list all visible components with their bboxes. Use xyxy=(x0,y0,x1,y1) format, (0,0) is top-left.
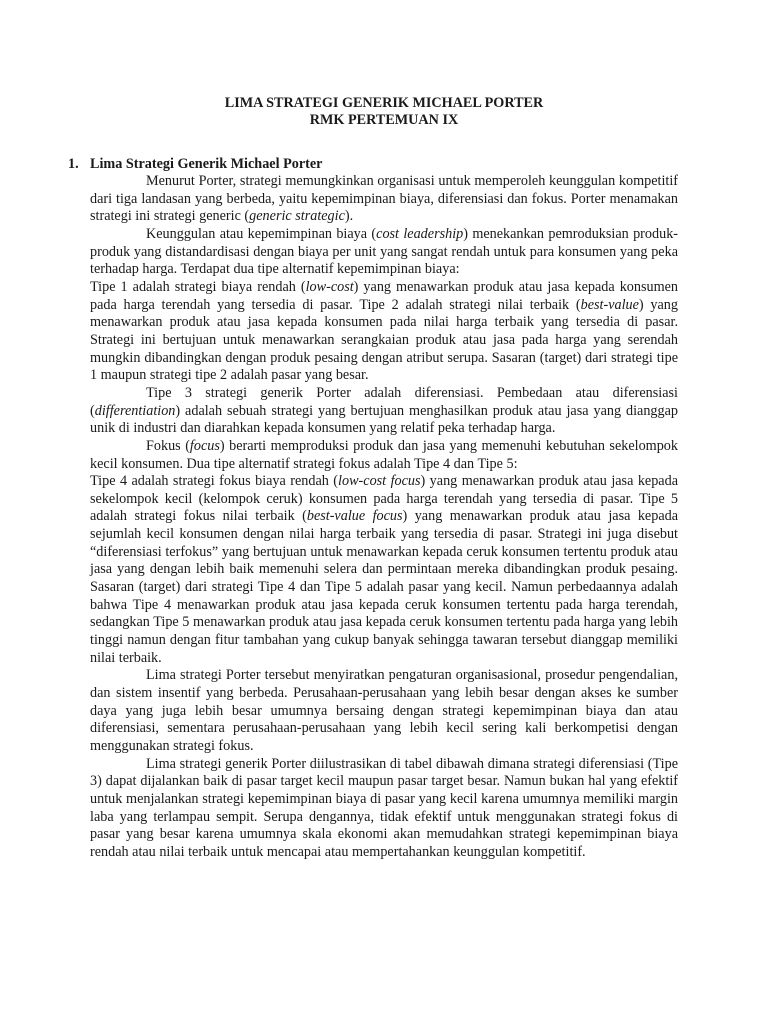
italic-term: low-cost xyxy=(305,278,354,295)
body-paragraph xyxy=(90,756,678,862)
italic-term: best-value xyxy=(580,296,639,313)
italic-term: cost leadership xyxy=(376,225,464,242)
text-run: Menurut Porter, strategi memungkinkan organisasi untuk memperoleh keunggulan kompetitif dari tiga landasan yang berbeda, yaitu kepemimpinan biaya, diferensiasi dan fokus. Porter menamakan strategi ini strategi generic ( xyxy=(90,173,678,225)
text-run: ) yang menawarkan produk atau jasa kepada sekelompok kecil (kelompok ceruk) konsumen pada harga terendah yang tersedia di pasar. Tipe 5 adalah strategi fokus nilai terbaik ( xyxy=(90,473,678,525)
italic-term: best-value focus xyxy=(306,508,403,525)
text-run: Lima strategi Porter tersebut menyiratkan pengaturan organisasional, prosedur pengendalian, dan sistem insentif yang berbeda. Perusahaan-perusahaan yang lebih besar dengan akses ke sumber daya yang juga lebih besar umumnya bersaing dengan strategi kepemimpinan biaya dan atau diferensiasi, sementara perusahaan-perusahaan yang lebih kecil sering kali berkompetisi dengan menggunakan strategi fokus. xyxy=(90,667,678,754)
section-heading-text: Lima Strategi Generik Michael Porter xyxy=(90,156,323,172)
text-run: ) yang menawarkan produk atau jasa kepada sejumlah kecil konsumen dengan nilai harga terbaik yang tersedia di pasar. Strategi ini juga disebut “diferensiasi terfokus” yang bertujuan untuk menawarkan kepada ceruk konsumen tertentu produk atau jasa yang dengan lebih baik memenuhi selera dan permintaan mereka dibandingkan produk pesaing. Sasaran (target) dari strategi Tipe 4 dan Tipe 5 adalah pasar yang kecil. Namun perbedaannya adalah bahwa Tipe 4 menawarkan produk atau jasa kepada ceruk konsumen tertentu pada harga terendah, sedangkan Tipe 5 menawarkan produk atau jasa kepada ceruk konsumen tertentu pada harga yang lebih tinggi namun dengan fitur tambahan yang cukup banyak sehingga tawaran tersebut dianggap memiliki nilai terbaik. xyxy=(90,508,679,666)
text-run: ) berarti memproduksi produk dan jasa yang memenuhi kebutuhan sekelompok kecil konsumen. Dua tipe alternatif strategi fokus adalah Tipe 4 dan Tipe 5: xyxy=(90,437,678,472)
body-paragraph xyxy=(90,226,678,279)
italic-term: differentiation xyxy=(94,402,176,419)
text-run: Keunggulan atau kepemimpinan biaya ( xyxy=(146,225,377,242)
text-run: ) yang menawarkan produk atau jasa kepada konsumen pada nilai harga terbaik yang tersedia di pasar. Strategi ini bertujuan untuk menawarkan serangkaian produk atau jasa pada harga yang serendah mungkin dibandingkan dengan produk pesaing dengan atribut serupa. Sasaran (target) dari strategi tipe 1 maupun strategi tipe 2 adalah pasar yang besar. xyxy=(90,296,678,384)
body-paragraph xyxy=(90,473,678,667)
text-run: Tipe 4 adalah strategi fokus biaya rendah ( xyxy=(90,473,339,490)
section-heading xyxy=(68,156,678,173)
text-run: Tipe 1 adalah strategi biaya rendah ( xyxy=(90,278,306,295)
text-run: ) adalah sebuah strategi yang bertujuan menghasilkan produk atau jasa yang dianggap unik di industri dan diarahkan kepada konsumen yang relatif peka terhadap harga. xyxy=(90,402,678,437)
text-run: Fokus ( xyxy=(146,437,190,454)
document-subtitle: RMK PERTEMUAN IX xyxy=(309,112,459,128)
italic-term: low-cost focus xyxy=(338,473,421,490)
body-paragraph xyxy=(90,667,678,755)
body-paragraph xyxy=(90,438,678,473)
body-paragraph xyxy=(90,173,678,226)
italic-term: focus xyxy=(189,437,220,454)
italic-term: generic strategic xyxy=(249,208,345,225)
body-paragraph xyxy=(90,385,678,438)
text-run: ). xyxy=(344,208,354,225)
document-title: LIMA STRATEGI GENERIK MICHAEL PORTER xyxy=(224,95,544,111)
body-paragraph xyxy=(90,279,678,385)
section-body xyxy=(90,173,678,862)
text-run: ) yang menawarkan produk atau jasa kepada konsumen pada harga terendah yang tersedia di pasar. Tipe 2 adalah strategi nilai terbaik ( xyxy=(90,278,679,313)
text-run: ) menekankan pemroduksian produk-produk yang distandardisasi dengan biaya per unit yang sangat rendah untuk para konsumen yang peka terhadap harga. Terdapat dua tipe alternatif kepemimpinan biaya: xyxy=(90,225,679,278)
text-run: Tipe 3 strategi generik Porter adalah diferensiasi. Pembedaan atau diferensiasi ( xyxy=(90,384,678,419)
section-number: 1. xyxy=(68,156,79,172)
text-run: Lima strategi generik Porter diilustrasikan di tabel dibawah dimana strategi diferensiasi (Tipe 3) dapat dijalankan baik di pasar target kecil maupun pasar target besar. Namun bukan hal yang efektif untuk menjalankan strategi kepemimpinan biaya di pasar yang kecil karena umumnya memiliki margin laba yang terlampau sempit. Serupa dengannya, tidak efektif untuk menggunakan strategi fokus di pasar yang besar karena umumnya skala ekonomi akan memudahkan strategi kepemimpinan biaya rendah atau nilai terbaik untuk mencapai atau mempertahankan keunggulan kompetitif. xyxy=(90,755,678,860)
